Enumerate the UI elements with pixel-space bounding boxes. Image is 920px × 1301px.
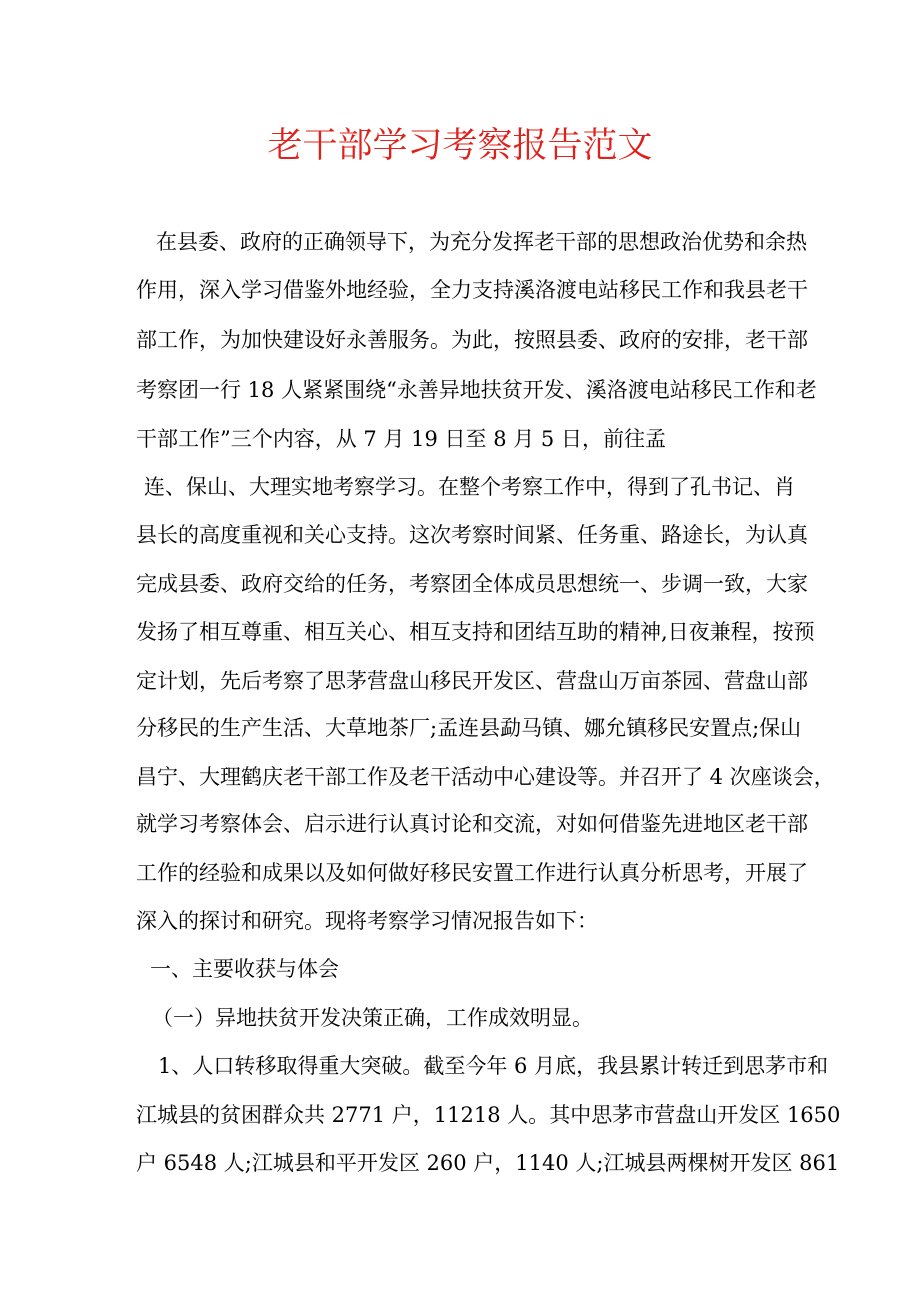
body-line: 工作的经验和成果以及如何做好移民安置工作进行认真分析思考，开展了 bbox=[136, 861, 808, 885]
body-line: 部工作，为加快建设好永善服务。为此，按照县委、政府的安排，老干部 bbox=[136, 328, 808, 352]
body-line: 1、人口转移取得重大突破。截至今年 6 月底，我县累计转迁到思茅市和 bbox=[158, 1054, 829, 1078]
body-line: 江城县的贫困群众共 2771 户，11218 人。其中思茅市营盘山开发区 1650 bbox=[136, 1103, 841, 1127]
body-line: 深入的探讨和研究。现将考察学习情况报告如下： bbox=[136, 909, 598, 933]
section-heading: 一、主要收获与体会 bbox=[150, 957, 339, 981]
body-line: 分移民的生产生活、大草地茶厂;孟连县勐马镇、娜允镇移民安置点;保山 bbox=[136, 716, 802, 740]
body-line: 就学习考察体会、启示进行认真讨论和交流，对如何借鉴先进地区老干部 bbox=[136, 812, 808, 836]
body-line: 昌宁、大理鹤庆老干部工作及老干活动中心建设等。并召开了 4 次座谈会， bbox=[136, 765, 835, 789]
body-line: 连、保山、大理实地考察学习。在整个考察工作中，得到了孔书记、肖 bbox=[144, 475, 795, 499]
body-line: 户 6548 人;江城县和平开发区 260 户，1140 人;江城县两棵树开发区 861 bbox=[136, 1151, 840, 1175]
body-line: 作用，深入学习借鉴外地经验，全力支持溪洛渡电站移民工作和我县老干 bbox=[136, 278, 808, 302]
body-line: 县长的高度重视和关心支持。这次考察时间紧、任务重、路途长，为认真 bbox=[136, 523, 808, 547]
body-line: 在县委、政府的正确领导下，为充分发挥老干部的思想政治优势和余热 bbox=[156, 230, 807, 254]
body-line: 干部工作”三个内容，从 7 月 19 日至 8 月 5 日，前往孟 bbox=[136, 427, 666, 451]
document-title: 老干部学习考察报告范文 bbox=[267, 126, 653, 166]
body-line: 考察团一行 18 人紧紧围绕“永善异地扶贫开发、溪洛渡电站移民工作和老 bbox=[136, 378, 817, 402]
body-line: 完成县委、政府交给的任务，考察团全体成员思想统一、步调一致，大家 bbox=[136, 572, 808, 596]
subsection-heading: （一）异地扶贫开发决策正确，工作成效明显。 bbox=[152, 1006, 593, 1030]
body-line: 发扬了相互尊重、相互关心、相互支持和团结互助的精神,日夜兼程，按预 bbox=[136, 620, 815, 644]
body-line: 定计划，先后考察了思茅营盘山移民开发区、营盘山万亩茶园、营盘山部 bbox=[136, 669, 808, 693]
